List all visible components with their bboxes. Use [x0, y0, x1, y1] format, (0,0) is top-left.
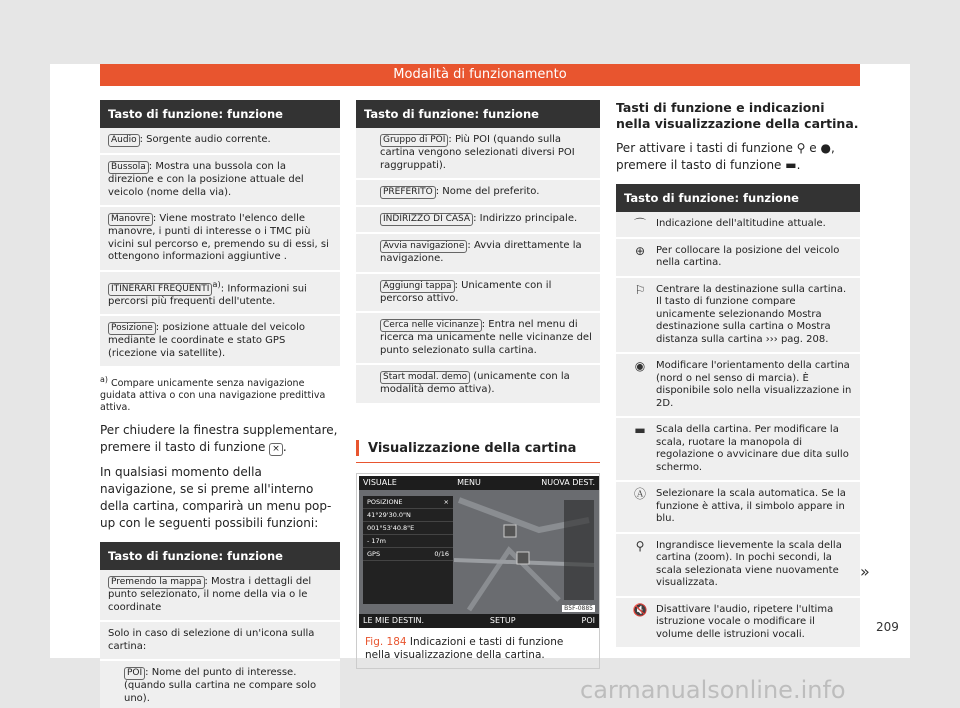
function-description: : Mostra i dettagli del punto selezionato, il nome della via o le coordinate [108, 576, 312, 613]
table-row [356, 365, 600, 405]
function-description: Per collocare la posizione del veicolo nella cartina. [656, 244, 840, 268]
table4-header: Tasto di funzione: funzione [616, 184, 860, 212]
function-key: Bussola [108, 161, 149, 174]
function-description: Disattivare l'audio, ripetere l'ultima istruzione vocale o modificare il volume delle istruzioni vocali. [656, 603, 834, 640]
table-row [616, 482, 860, 534]
destination-center-icon: ⚐ [634, 282, 646, 297]
table3-body [356, 128, 600, 405]
function-description: : Avvia direttamente la navigazione. [380, 240, 582, 264]
footnote-text: Compare unicamente senza navigazione guidata attiva o con una navigazione predittiva attiva. [100, 378, 326, 414]
table-row [100, 155, 340, 207]
position-popup [363, 496, 453, 604]
function-key: ITINERARI FREQUENTI [108, 283, 212, 296]
column3-intro [616, 140, 860, 174]
close-instruction-text: Per chiudere la finestra supplementare, premere il tasto di funzione [100, 423, 338, 455]
scale-icon: ▬ [634, 423, 646, 437]
map-key-icon: ⚲ [796, 141, 806, 155]
function-key: Gruppo di POI [380, 134, 448, 147]
table-row [356, 234, 600, 274]
function-description: : posizione attuale del veicolo mediante le coordinate e stato GPS (ricezione via satellite). [108, 322, 305, 359]
function-description: Modificare l'orientamento della cartina (nord o nel senso di marcia). È disponibile solo nella visualizzazione in 2D. [656, 360, 852, 409]
vehicle-position-icon: ⊕ [634, 243, 646, 258]
table2-header: Tasto di funzione: funzione [100, 542, 340, 570]
audio-mute-icon: 🔇 [632, 602, 648, 617]
close-key: × [269, 443, 283, 456]
zoom-key-icon: ● [820, 141, 831, 155]
auto-scale-icon: Ⓐ [633, 487, 646, 501]
table-row [616, 278, 860, 355]
menu-button: MENU [457, 477, 481, 487]
table-row [356, 207, 600, 234]
table-row [616, 418, 860, 482]
table-row [356, 128, 600, 180]
function-description: : Indirizzo principale. [473, 213, 578, 224]
table-row [100, 272, 340, 317]
continue-mark: » [860, 562, 870, 581]
table-row [356, 274, 600, 314]
function-description: Scala della cartina. Per modificare la scala, ruotare la manopola di regolazione o avvicinare due dita sullo schermo. [656, 424, 849, 473]
page-header: Modalità di funzionamento [100, 64, 860, 86]
table-row [616, 212, 860, 239]
column3-heading: Tasti di funzione e indicazioni nella visualizzazione della cartina. [616, 100, 859, 131]
gps-label: GPS [367, 549, 381, 558]
function-key: Avvia navigazione [380, 240, 467, 253]
figure-number: Fig. 184 [365, 635, 407, 648]
function-description: Solo in caso di selezione di un'icona sulla cartina: [108, 628, 315, 652]
footnote [100, 374, 340, 414]
table-row [100, 316, 340, 368]
table-row [356, 313, 600, 365]
section-title: Visualizzazione della cartina [356, 437, 600, 463]
function-description: : Sorgente audio corrente. [139, 134, 271, 145]
function-key: POI [124, 667, 145, 680]
popup-title: POSIZIONE [367, 497, 403, 506]
function-description: : Entra nel menu di ricerca ma unicamente nelle vicinanze del punto selezionato sulla cartina. [380, 319, 592, 356]
function-description: : Viene mostrato l'elenco delle manovre, i punti di interesse o i TMC più vicini sul percorso e, premendo su di essi, si ottengono informazioni aggiuntive . [108, 213, 329, 262]
table-row [356, 180, 600, 207]
table1-header: Tasto di funzione: funzione [100, 100, 340, 128]
new-destination-button: NUOVA DEST. [541, 477, 595, 487]
view-button: VISUALE [363, 477, 397, 487]
figure-caption [357, 630, 599, 668]
table-row [616, 239, 860, 278]
watermark: carmanualsonline.info [580, 676, 846, 704]
intro-text-1: Per attivare i tasti di funzione [616, 141, 793, 155]
function-description: : Nome del punto di interesse. (quando sulla cartina ne compare solo uno). [124, 667, 317, 704]
function-key: Start modal. demo [380, 371, 470, 384]
function-key: Posizione [108, 322, 156, 335]
function-description: Centrare la destinazione sulla cartina. Il tasto di funzione compare unicamente selezionando Mostra destinazione sulla cartina o Mostra distanza sulla cartina ››› pag. 208. [656, 283, 847, 345]
screen-topbar [359, 476, 599, 490]
function-description: Selezionare la scala automatica. Se la funzione è attiva, il simbolo appare in blu. [656, 488, 846, 524]
compass-orientation-icon: ◉ [634, 359, 646, 373]
table-row [100, 622, 340, 661]
table-row [100, 128, 340, 155]
altitude-icon: ⌒ [633, 217, 646, 231]
table-row [616, 534, 860, 598]
scale-key-icon: ▬ [785, 158, 797, 172]
table-row [100, 570, 340, 622]
table1-body [100, 128, 340, 368]
figure-reference: B5F-0885 [564, 604, 593, 612]
column-1 [100, 100, 340, 708]
latitude-value: 41°29'30.0"N [367, 510, 411, 519]
table-row [100, 207, 340, 272]
page-number: 209 [876, 620, 899, 634]
table3-header: Tasto di funzione: funzione [356, 100, 600, 128]
function-key: Premendo la mappa [108, 576, 205, 589]
column-3 [616, 100, 860, 649]
figure-caption-text: Indicazioni e tasti di funzione nella visualizzazione della cartina. [365, 635, 564, 661]
function-description: : Più POI (quando sulla cartina vengono selezionati diversi POI raggruppati). [380, 134, 575, 171]
function-key: Aggiungi tappa [380, 280, 455, 293]
function-key: INDIRIZZO DI CASA [380, 213, 473, 226]
popup-close: × [443, 497, 449, 506]
intro-end: . [796, 158, 801, 172]
function-key: PREFERITO [380, 186, 436, 199]
longitude-value: 001°53'40.8"E [367, 523, 415, 532]
table2-body [100, 570, 340, 708]
function-description: : Nome del preferito. [435, 186, 540, 197]
setup-button: SETUP [489, 615, 516, 625]
altitude-value: - 17m [367, 536, 387, 545]
close-instruction [100, 422, 340, 456]
function-description: Ingrandisce lievemente la scala della cartina (zoom). In pochi secondi, la scala selezionata viene nuovamente visualizzata. [656, 539, 842, 588]
close-instruction-end: . [282, 440, 287, 455]
my-destinations-button: LE MIE DESTIN. [363, 615, 424, 625]
map-screen [359, 476, 599, 628]
function-key: Manovre [108, 213, 153, 226]
intro-sep: e [809, 141, 817, 155]
table4-body [616, 212, 860, 649]
function-key: Audio [108, 134, 140, 147]
function-description: Indicazione dell'altitudine attuale. [656, 218, 826, 229]
satellites-value: 0/16 [434, 549, 449, 558]
poi-button: POI [581, 615, 595, 625]
popup-paragraph: In qualsiasi momento della navigazione, se si preme all'interno della cartina, comparirà un menu pop-up con le seguenti possibili funzioni: [100, 465, 332, 531]
function-description: (unicamente con la modalità demo attiva). [380, 371, 570, 395]
function-description: : Mostra una bussola con la direzione e con la posizione attuale del veicolo (nome della via). [108, 161, 304, 198]
footnote-ref: a) [212, 278, 221, 289]
column-2 [356, 100, 600, 669]
function-description: : Unicamente con il percorso attivo. [380, 279, 552, 304]
function-description: : Informazioni sui percorsi più frequenti dell'utente. [108, 282, 307, 307]
figure-184 [356, 473, 600, 669]
screen-bottombar [359, 614, 599, 628]
function-key: Cerca nelle vicinanze [380, 319, 482, 332]
table-row [616, 354, 860, 418]
intro-text-2: , premere il tasto di funzione [616, 141, 835, 172]
zoom-icon: ⚲ [635, 538, 645, 553]
table-row [100, 661, 340, 708]
footnote-mark: a) [100, 375, 108, 385]
table-row [616, 598, 860, 650]
